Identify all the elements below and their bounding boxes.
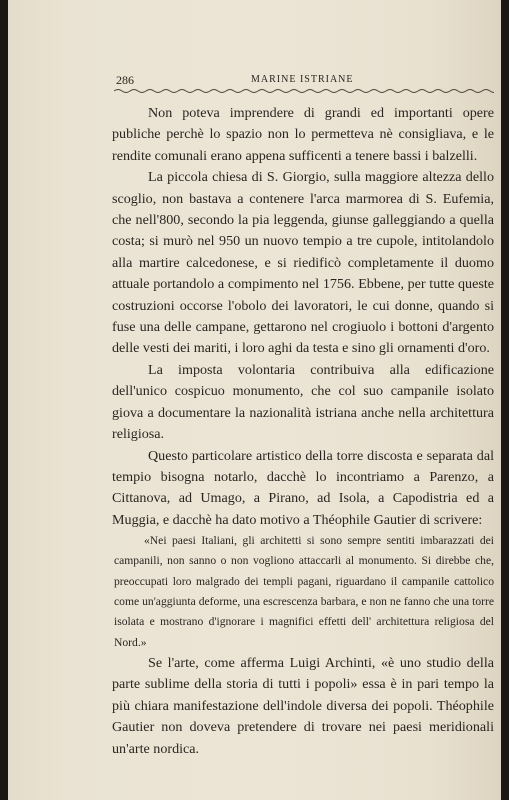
body-text [112,103,494,760]
page-header [8,73,501,87]
paragraph: Non poteva imprendere di grandi ed importanti opere publiche perchè lo spazio non lo permetteva nè consigliava, e le rendite comunali erano appena sufficenti a tenere bassi i balzelli. [112,105,494,164]
paragraph: Questo particolare artistico della torre discosta e separata dal tempio bisogna notarlo, dacchè lo incontriamo a Parenzo, a Cittanova, ad Umago, a Pirano, ad Isola, a Capodistria ed a Muggia, e dacchè ha dato motivo a Théophile Gautier di scrivere: [112,447,494,528]
decorative-wavy-rule [114,88,494,94]
paragraph: Se l'arte, come afferma Luigi Archinti, «è uno studio della parte sublime della storia di tutti i popoli» essa è in pari tempo la più chiara manifestazione dell'indole diversa dei popoli. Théophile Gautier non doveva pretendere di trovare nei paesi meridionali un'arte nordica. [112,654,494,757]
book-page [8,0,501,800]
page-number: 286 [116,73,134,87]
block-quotation: «Nei paesi Italiani, gli architetti si sono sempre sentiti imbarazzati dei campanili, non sanno o non vogliono attaccarli al monumento. Si direbbe che, preoccupati loro malgrado dei templi pagani, riguardano il campanile cattolico come un'aggiunta deforme, una escrescenza barbara, e non ne fanno che una torre isolata e mostrano d'ignorare i magnifici effetti dell' architettura religiosa del Nord.» [114,534,494,649]
paragraph: La piccola chiesa di S. Giorgio, sulla maggiore altezza dello scoglio, non bastava a contenere l'arca marmorea di S. Eufemia, che nell'800, secondo la pia leggenda, giunse galleggiando a quella costa; si murò nel 950 un nuovo tempio a tre cupole, intitolandolo alla martire calcedonese, e si riedificò completamente il duomo attuale portandolo a compimento nel 1756. Ebbene, per tutte queste costruzioni occorse l'obolo dei lavoratori, le cui donne, quando si fuse una delle campane, gettarono nel crogiuolo i bottoni d'argento delle vesti dei mariti, i loro aghi da testa e sino gli ornamenti d'oro. [112,169,494,357]
running-title: MARINE ISTRIANE [251,74,354,85]
paragraph: La imposta volontaria contribuiva alla edificazione dell'unico cospicuo monumento, che col suo campanile isolato giova a documentare la nazionalità istriana anche nella architettura religiosa. [112,361,494,443]
